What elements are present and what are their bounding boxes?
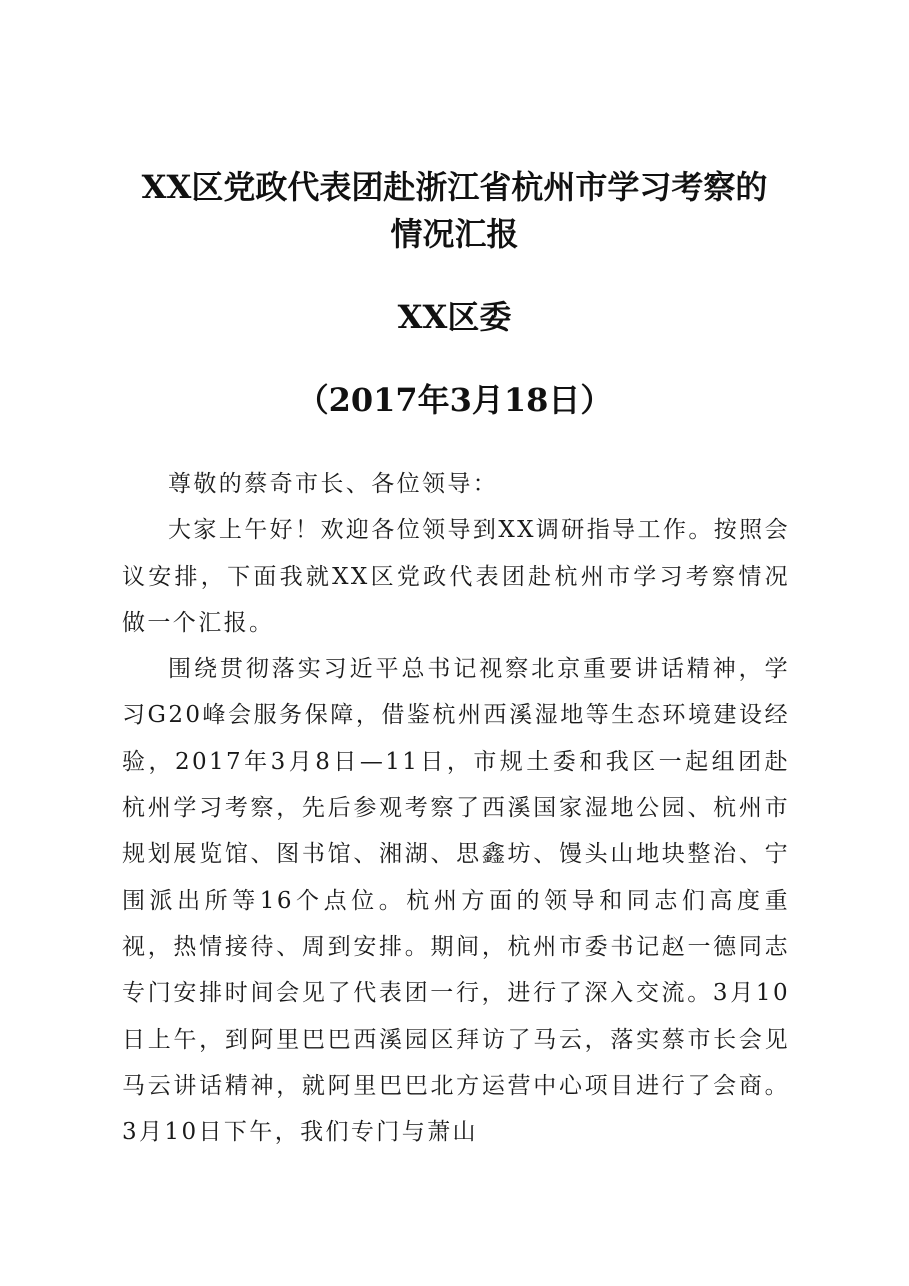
paragraph-2: 围绕贯彻落实习近平总书记视察北京重要讲话精神，学习G20峰会服务保障，借鉴杭州西溪湿地等生态环境建设经验，2017年3月8日—11日，市规土委和我区一起组团赴杭州学习考察，先后参观考察了西溪国家湿地公园、杭州市规划展览馆、图书馆、湘湖、思鑫坊、馒头山地块整治、宁围派出所等16个点位。杭州方面的领导和同志们高度重视，热情接待、周到安排。期间，杭州市委书记赵一德同志专门安排时间会见了代表团一行，进行了深入交流。3月10日上午，到阿里巴巴西溪园区拜访了马云，落实蔡市长会见马云讲话精神，就阿里巴巴北方运营中心项目进行了会商。3月10日下午，我们专门与萧山 [122, 656, 790, 1146]
paragraph-1: 大家上午好！欢迎各位领导到XX调研指导工作。按照会议安排，下面我就XX区党政代表团赴杭州市学习考察情况做一个汇报。 [122, 517, 790, 636]
document-date: （2017年3月18日） [296, 381, 613, 419]
document-title-line-1: XX区党政代表团赴浙江省杭州市学习考察的 [141, 168, 768, 206]
document-author: XX区委 [397, 298, 512, 336]
document-body [122, 461, 790, 1155]
document-title-line-2: 情况汇报 [390, 215, 519, 253]
salutation: 尊敬的蔡奇市长、各位领导： [168, 471, 499, 497]
